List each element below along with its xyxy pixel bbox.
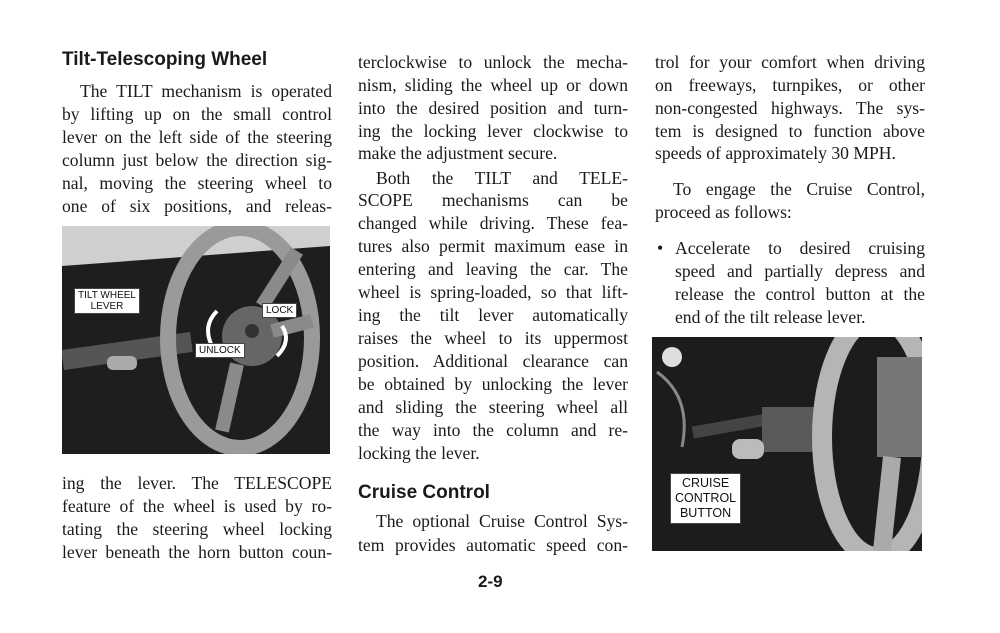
text-line: locking the lever. (358, 443, 480, 463)
text-line: make the adjustment secure. (358, 143, 558, 163)
text-line: position. Additional clearance can (358, 351, 628, 371)
text-line: Both the TILT and TELE- (376, 168, 628, 188)
text-line: tem provides automatic speed con- (358, 535, 628, 555)
text-line: wheel is spring-loaded, so that lift- (358, 282, 628, 302)
text-line: one of six positions, and releas- (62, 196, 332, 216)
text-line: lever on the left side of the steering (62, 127, 332, 147)
text-line: tures also permit maximum ease in (358, 236, 628, 256)
text-line: Accelerate to desired cruising (675, 238, 925, 258)
text-line: ing the lever. The TELESCOPE (62, 473, 332, 493)
text-line: proceed as follows: (655, 202, 792, 222)
text-line: be obtained by unlocking the lever (358, 374, 628, 394)
text-line: raises the wheel to its uppermost (358, 328, 628, 348)
text-line: on freeways, turnpikes, or other (655, 75, 925, 95)
text-line: SCOPE mechanisms can be (358, 190, 628, 210)
label-line: CRUISE (681, 476, 730, 490)
text-line: nal, moving the steering wheel to (62, 173, 332, 193)
label-line: CONTROL (675, 491, 737, 505)
text-line: ing the tilt lever automatically (358, 305, 628, 325)
text-line: ing the locking lever clockwise to (358, 121, 628, 141)
text-line: lever beneath the horn button coun- (62, 542, 332, 562)
label-line: BUTTON (679, 506, 732, 520)
text-line: release the control button at the (675, 284, 925, 304)
bullet-line (655, 237, 925, 259)
cruise-control-photo (652, 337, 922, 551)
lock-label: LOCK (262, 303, 297, 318)
text-line: trol for your comfort when driving (655, 52, 925, 72)
text-line: entering and leaving the car. The (358, 259, 628, 279)
text-line: tem is designed to function above (655, 121, 925, 141)
text-line: end of the tilt release lever. (675, 307, 866, 327)
label-line: LEVER (90, 301, 124, 312)
text-line: into the desired position and turn- (358, 98, 628, 118)
text-line: the way into the column and re- (358, 420, 628, 440)
text-line: To engage the Cruise Control, (673, 179, 925, 199)
text-line: The optional Cruise Control Sys- (376, 511, 628, 531)
unlock-label: UNLOCK (195, 343, 245, 358)
text-line: feature of the wheel is used by ro- (62, 496, 332, 516)
text-line: speed and partially depress and (675, 261, 925, 281)
text-line: terclockwise to unlock the mecha- (358, 52, 628, 72)
page-number: 2-9 (478, 572, 503, 591)
text-line: The TILT mechanism is operated (80, 81, 332, 101)
text-line: nism, sliding the wheel up or down (358, 75, 628, 95)
steering-wheel-photo (62, 226, 330, 454)
text-line: by lifting up on the small control (62, 104, 332, 124)
text-line: speeds of approximately 30 MPH. (655, 143, 896, 163)
bullet-icon: • (657, 238, 664, 258)
text-line: tating the steering wheel locking (62, 519, 332, 539)
text-line: non-congested highways. The sys- (655, 98, 925, 118)
label-line: TILT WHEEL (78, 290, 136, 301)
cruise-control-button-label (670, 473, 741, 524)
tilt-wheel-lever-label (74, 288, 140, 314)
section-heading-cruise-control: Cruise Control (358, 482, 490, 503)
text-line: changed while driving. These fea- (358, 213, 628, 233)
text-line: and sliding the steering wheel all (358, 397, 628, 417)
text-line: column just below the direction sig- (62, 150, 332, 170)
section-heading-tilt-telescoping: Tilt-Telescoping Wheel (62, 49, 268, 70)
